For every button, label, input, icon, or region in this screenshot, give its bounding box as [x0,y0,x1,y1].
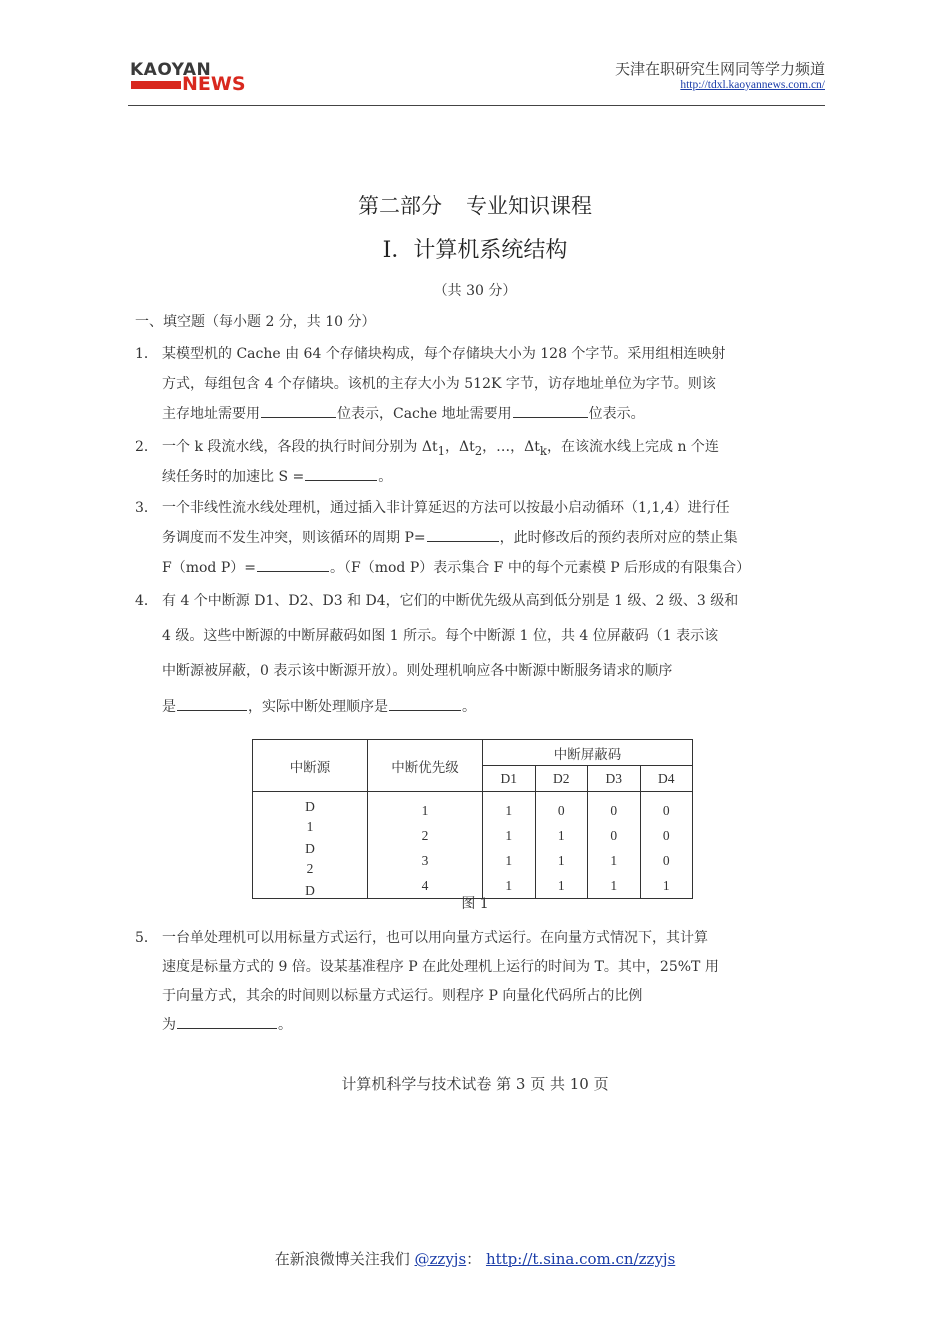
interrupt-mask-table [252,739,693,899]
answer-blank[interactable] [427,528,499,542]
part-title [0,190,950,220]
question-line: 为 。 [162,1017,292,1033]
section-heading: 一、填空题（每小题 2 分，共 10 分） [135,314,376,330]
question-line: 4 级。这些中断源的中断屏蔽码如图 1 所示。每个中断源 1 位，共 4 位屏蔽码（1 表示该 [162,628,719,644]
question-line: 是 ，实际中断处理顺序是 。 [162,699,476,715]
table-header-d3: D3 [588,766,641,792]
table-priority-cell: 1 2 3 4 [368,792,483,899]
question-line: 续任务时的加速比 S = 。 [162,469,393,485]
table-mask-d3-cell: 0 0 1 1 [588,792,641,899]
weibo-url-link[interactable]: http://t.sina.com.cn/zzyjs [485,1250,676,1268]
question-line: 一个非线性流水线处理机，通过插入非计算延迟的方法可以按最小启动循环（1,1,4）进行任 [162,500,730,516]
weibo-text: 在新浪微博关注我们 [274,1250,410,1268]
table-mask-d2-cell: 0 1 1 1 [535,792,588,899]
part-title-part: 第二部分 [358,194,442,218]
table-header-d4: D4 [640,766,693,792]
table-header-d2: D2 [535,766,588,792]
answer-blank[interactable] [513,404,588,418]
answer-blank[interactable] [305,467,377,481]
site-url-link[interactable]: http://tdxl.kaoyannews.com.cn/ [680,79,825,91]
subject-title: Ⅰ．计算机系统结构 [382,238,568,263]
weibo-separator: ： [466,1250,482,1268]
logo-kaoyan-text: KAOYAN [130,60,212,80]
question-number: 5． [135,930,158,946]
answer-blank[interactable] [257,558,329,572]
table-source-cell: D 1 D 2 D [253,792,368,899]
question-line: 速度是标量方式的 9 倍。设某基准程序 P 在此处理机上运行的时间为 T。其中，25%T 用 [162,959,719,975]
question-line: 于向量方式，其余的时间则以标量方式运行。则程序 P 向量化代码所占的比例 [162,988,643,1004]
answer-blank[interactable] [261,404,336,418]
answer-blank[interactable] [177,1015,277,1029]
question-line: 某模型机的 Cache 由 64 个存储块构成，每个存储块大小为 128 个字节。采用组相连映射 [162,346,726,362]
question-line: 务调度而不发生冲突，则该循环的周期 P= ，此时修改后的预约表所对应的禁止集 [162,530,738,546]
question-line: 有 4 个中断源 D1、D2、D3 和 D4，它们的中断优先级从高到低分别是 1 级、2 级、3 级和 [162,593,739,609]
weibo-handle-link[interactable]: @zzyjs [414,1250,467,1268]
table-mask-d1-cell: 1 1 1 1 [483,792,536,899]
table-header-priority: 中断优先级 [368,740,483,792]
site-logo[interactable] [130,60,246,95]
page-footer: 计算机科学与技术试卷 第 3 页 共 10 页 [341,1075,609,1093]
table-header-d1: D1 [483,766,536,792]
answer-blank[interactable] [177,697,247,711]
question-number: 3． [135,500,158,516]
logo-red-strip [131,81,181,89]
table-header-mask: 中断屏蔽码 [483,740,693,766]
question-line: 方式，每组包含 4 个存储块。该机的主存大小为 512K 字节，访存地址单位为字节。则该 [162,376,716,392]
question-line: F（mod P）= 。（F（mod P）表示集合 F 中的每个元素模 P 后形成的有限集合） [162,560,751,576]
question-number: 1． [135,346,158,362]
weibo-footer [0,1248,950,1269]
table-header-source: 中断源 [253,740,368,792]
question-line: 中断源被屏蔽，0 表示该中断源开放）。则处理机响应各中断源中断服务请求的顺序 [162,663,673,679]
logo-news-text: NEWS [182,73,246,95]
question-number: 2． [135,439,158,455]
figure-caption: 图 1 [461,896,489,912]
question-line: 一台单处理机可以用标量方式运行，也可以用向量方式运行。在向量方式情况下，其计算 [162,930,708,946]
question-line: 主存地址需要用 位表示，Cache 地址需要用 位表示。 [162,406,645,422]
points-note: （共 30 分） [433,283,517,299]
header-divider [128,105,825,106]
answer-blank[interactable] [389,697,461,711]
part-title-course: 专业知识课程 [466,194,592,218]
table-mask-d4-cell: 0 0 0 1 [640,792,693,899]
question-line: 一个 k 段流水线，各段的执行时间分别为 $\Delta t_1$，$\Delta t_2$，…，$\Delta t_k$，在该流水线上完成 n 个连 [162,439,719,458]
question-number: 4． [135,593,158,609]
site-title: 天津在职研究生网同等学力频道 [614,60,825,78]
